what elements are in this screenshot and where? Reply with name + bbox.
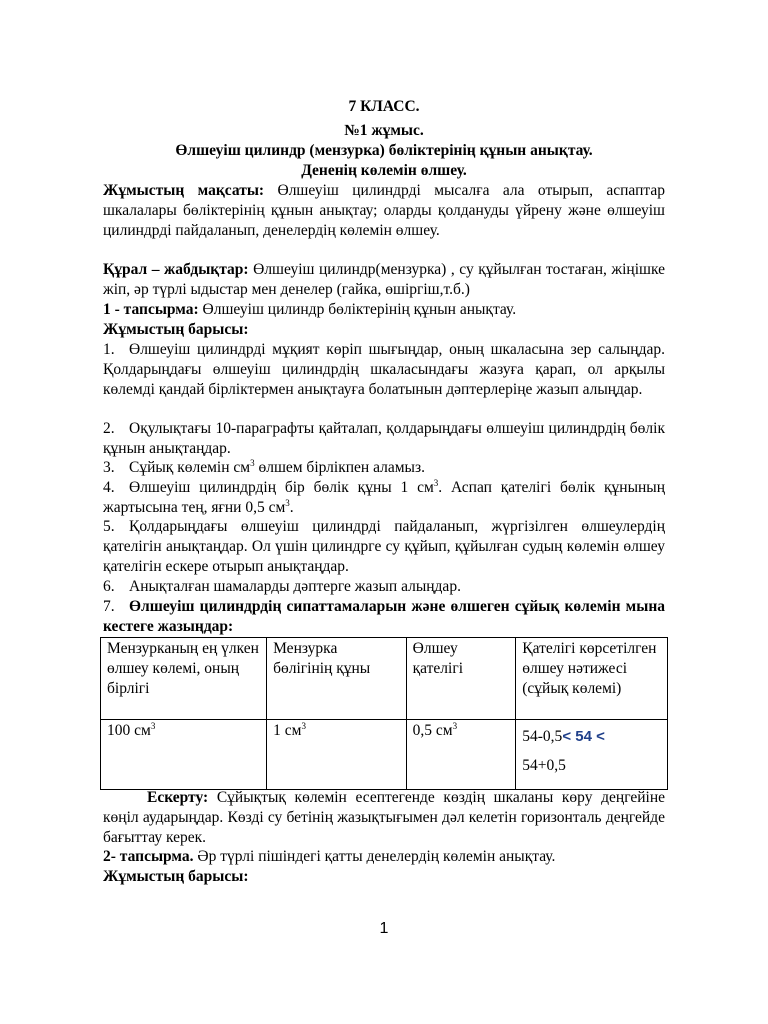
step-3 xyxy=(103,458,665,478)
step-6-text: Анықталған шамаларды дәптерге жазып алыңдар. xyxy=(129,578,461,595)
step-4-sup2: 3 xyxy=(285,497,290,508)
grade-heading: 7 КЛАСС. xyxy=(348,98,420,115)
progress-label: Жұмыстың барысы: xyxy=(103,321,249,338)
work-title-line1: Өлшеуіш цилиндр (мензурка) бөліктерінің құнын анықтау. xyxy=(175,142,593,159)
page-number: 1 xyxy=(379,920,389,937)
step-5 xyxy=(103,517,665,576)
result-lower: 54-0,5 xyxy=(522,728,563,745)
error-sup: 3 xyxy=(452,721,458,731)
step-5-text: Қолдарыңдағы өлшеуіш цилиндрді пайдаланып, жүргізілген өлшеулердің қателігін анықтаңдар. Ол үшін цилиндрге су құйып, құйылған судың көлемін өлшеу қателігін ескере отырып анықтаңдар. xyxy=(103,518,665,575)
progress-heading-2 xyxy=(103,867,665,887)
result-upper: 54+0,5 xyxy=(522,756,566,774)
progress-label-2: Жұмыстың барысы: xyxy=(103,868,249,885)
result-line-1 xyxy=(522,727,661,747)
note-paragraph xyxy=(103,788,665,847)
table-header-cell: Мензурканың ең үлкен өлшеу көлемі, оның бірлігі xyxy=(101,638,267,720)
results-table xyxy=(100,637,668,790)
step-2-text: Оқулықтағы 10-параграфты қайталап, қолдарыңдағы өлшеуіш цилиндрдің бөлік құнын анықтаңдар. xyxy=(103,420,665,457)
capacity-sup: 3 xyxy=(150,721,156,731)
step-4-text-c: . xyxy=(289,498,294,516)
table-header-cell: Мензурка бөлігінің құны xyxy=(267,638,407,720)
table-cell-result xyxy=(516,720,668,790)
table-cell-error xyxy=(406,720,516,790)
step-1 xyxy=(103,340,665,399)
table-cell-division xyxy=(267,720,407,790)
step-4-number: 4. xyxy=(103,479,115,496)
step-2-number: 2. xyxy=(103,420,115,437)
work-number: №1 жұмыс. xyxy=(344,122,424,139)
error-value: 0,5 см xyxy=(412,722,453,739)
step-6-number: 6. xyxy=(103,578,115,595)
step-4 xyxy=(103,478,665,518)
step-4-text-a: Өлшеуіш цилиндрдің бір бөлік құны 1 см xyxy=(129,479,434,496)
task2-text: Әр түрлі пішіндегі қатты денелердің көлемін анықтау. xyxy=(197,848,556,865)
table-header-cell: Өлшеу қателігі xyxy=(406,638,516,720)
step-1-text: Өлшеуіш цилиндрді мұқият көріп шығыңдар, оның шкаласына зер салыңдар. Қолдарыңдағы өлшеуіш цилиндрдің шкаласындағы жазуға қарап, ол арқылы көлемді қандай бірліктермен анықтауға болатынын дәптерлеріңе жазып алыңдар. xyxy=(103,341,665,398)
goal-paragraph xyxy=(103,181,665,240)
step-7-number: 7. xyxy=(103,598,115,615)
task1-text: Өлшеуіш цилиндр бөліктерінің құнын анықтау. xyxy=(202,301,517,318)
table-header-row xyxy=(101,638,668,720)
result-inequality: < 54 < xyxy=(562,728,605,745)
step-3-text-b: өлшем бірлікпен аламыз. xyxy=(254,459,425,476)
table-cell-capacity xyxy=(101,720,267,790)
table-header-cell: Қателігі көрсетілген өлшеу нәтижесі (сұйық көлемі) xyxy=(516,638,668,720)
step-3-number: 3. xyxy=(103,459,115,476)
step-5-number: 5. xyxy=(103,518,115,535)
step-1-number: 1. xyxy=(103,341,115,358)
step-6 xyxy=(103,577,665,597)
step-7-text: Өлшеуіш цилиндрдің сипаттамаларын және өлшеген сұйық көлемін мына кестеге жазыңдар: xyxy=(103,598,665,635)
note-label: Ескерту: xyxy=(147,789,209,806)
work-title-line2: Дененің көлемін өлшеу. xyxy=(301,162,467,179)
step-3-text-a: Сұйық көлемін см xyxy=(129,459,251,476)
step-3-sup: 3 xyxy=(250,458,255,468)
step-7 xyxy=(103,597,665,637)
step-4-text-b: . Аспап қателігі бөлік құнының жартысына тең, яғни 0,5 см xyxy=(103,479,665,516)
task2-label: 2- тапсырма. xyxy=(103,848,194,865)
goal-text: Өлшеуіш цилиндрді мысалға ала отырып, аспаптар шкалалары бөліктерінің құнын анықтау; оларды қолдануды үйрену және өлшеуіш цилиндрді пайдаланып, денелердің көлемін өлшеу. xyxy=(103,182,665,239)
task1-paragraph xyxy=(103,300,665,320)
progress-heading xyxy=(103,320,665,340)
equipment-paragraph xyxy=(103,260,665,300)
task1-label: 1 - тапсырма: xyxy=(103,301,199,318)
goal-label: Жұмыстың мақсаты: xyxy=(103,182,265,199)
table-row xyxy=(101,720,668,790)
step-4-sup1: 3 xyxy=(433,478,439,488)
step-2 xyxy=(103,419,665,459)
division-value: 1 см xyxy=(273,722,302,739)
equipment-text: Өлшеуіш цилиндр(мензурка) , су құйылған тостаған, жіңішке жіп, әр түрлі ыдыстар мен денелер (гайка, өшіргіш,т.б.) xyxy=(103,261,665,298)
note-text: Сұйықтық көлемін есептегенде көздің шкаланы көру деңгейіне көңіл аударыңдар. Көзді су бетінің жазықтығымен дәл келетін горизонталь деңгейде бағыттау керек. xyxy=(103,789,666,846)
division-sup: 3 xyxy=(301,721,306,731)
task2-paragraph xyxy=(103,847,665,867)
capacity-value: 100 см xyxy=(107,722,151,739)
equipment-label: Құрал – жабдықтар: xyxy=(103,261,249,278)
